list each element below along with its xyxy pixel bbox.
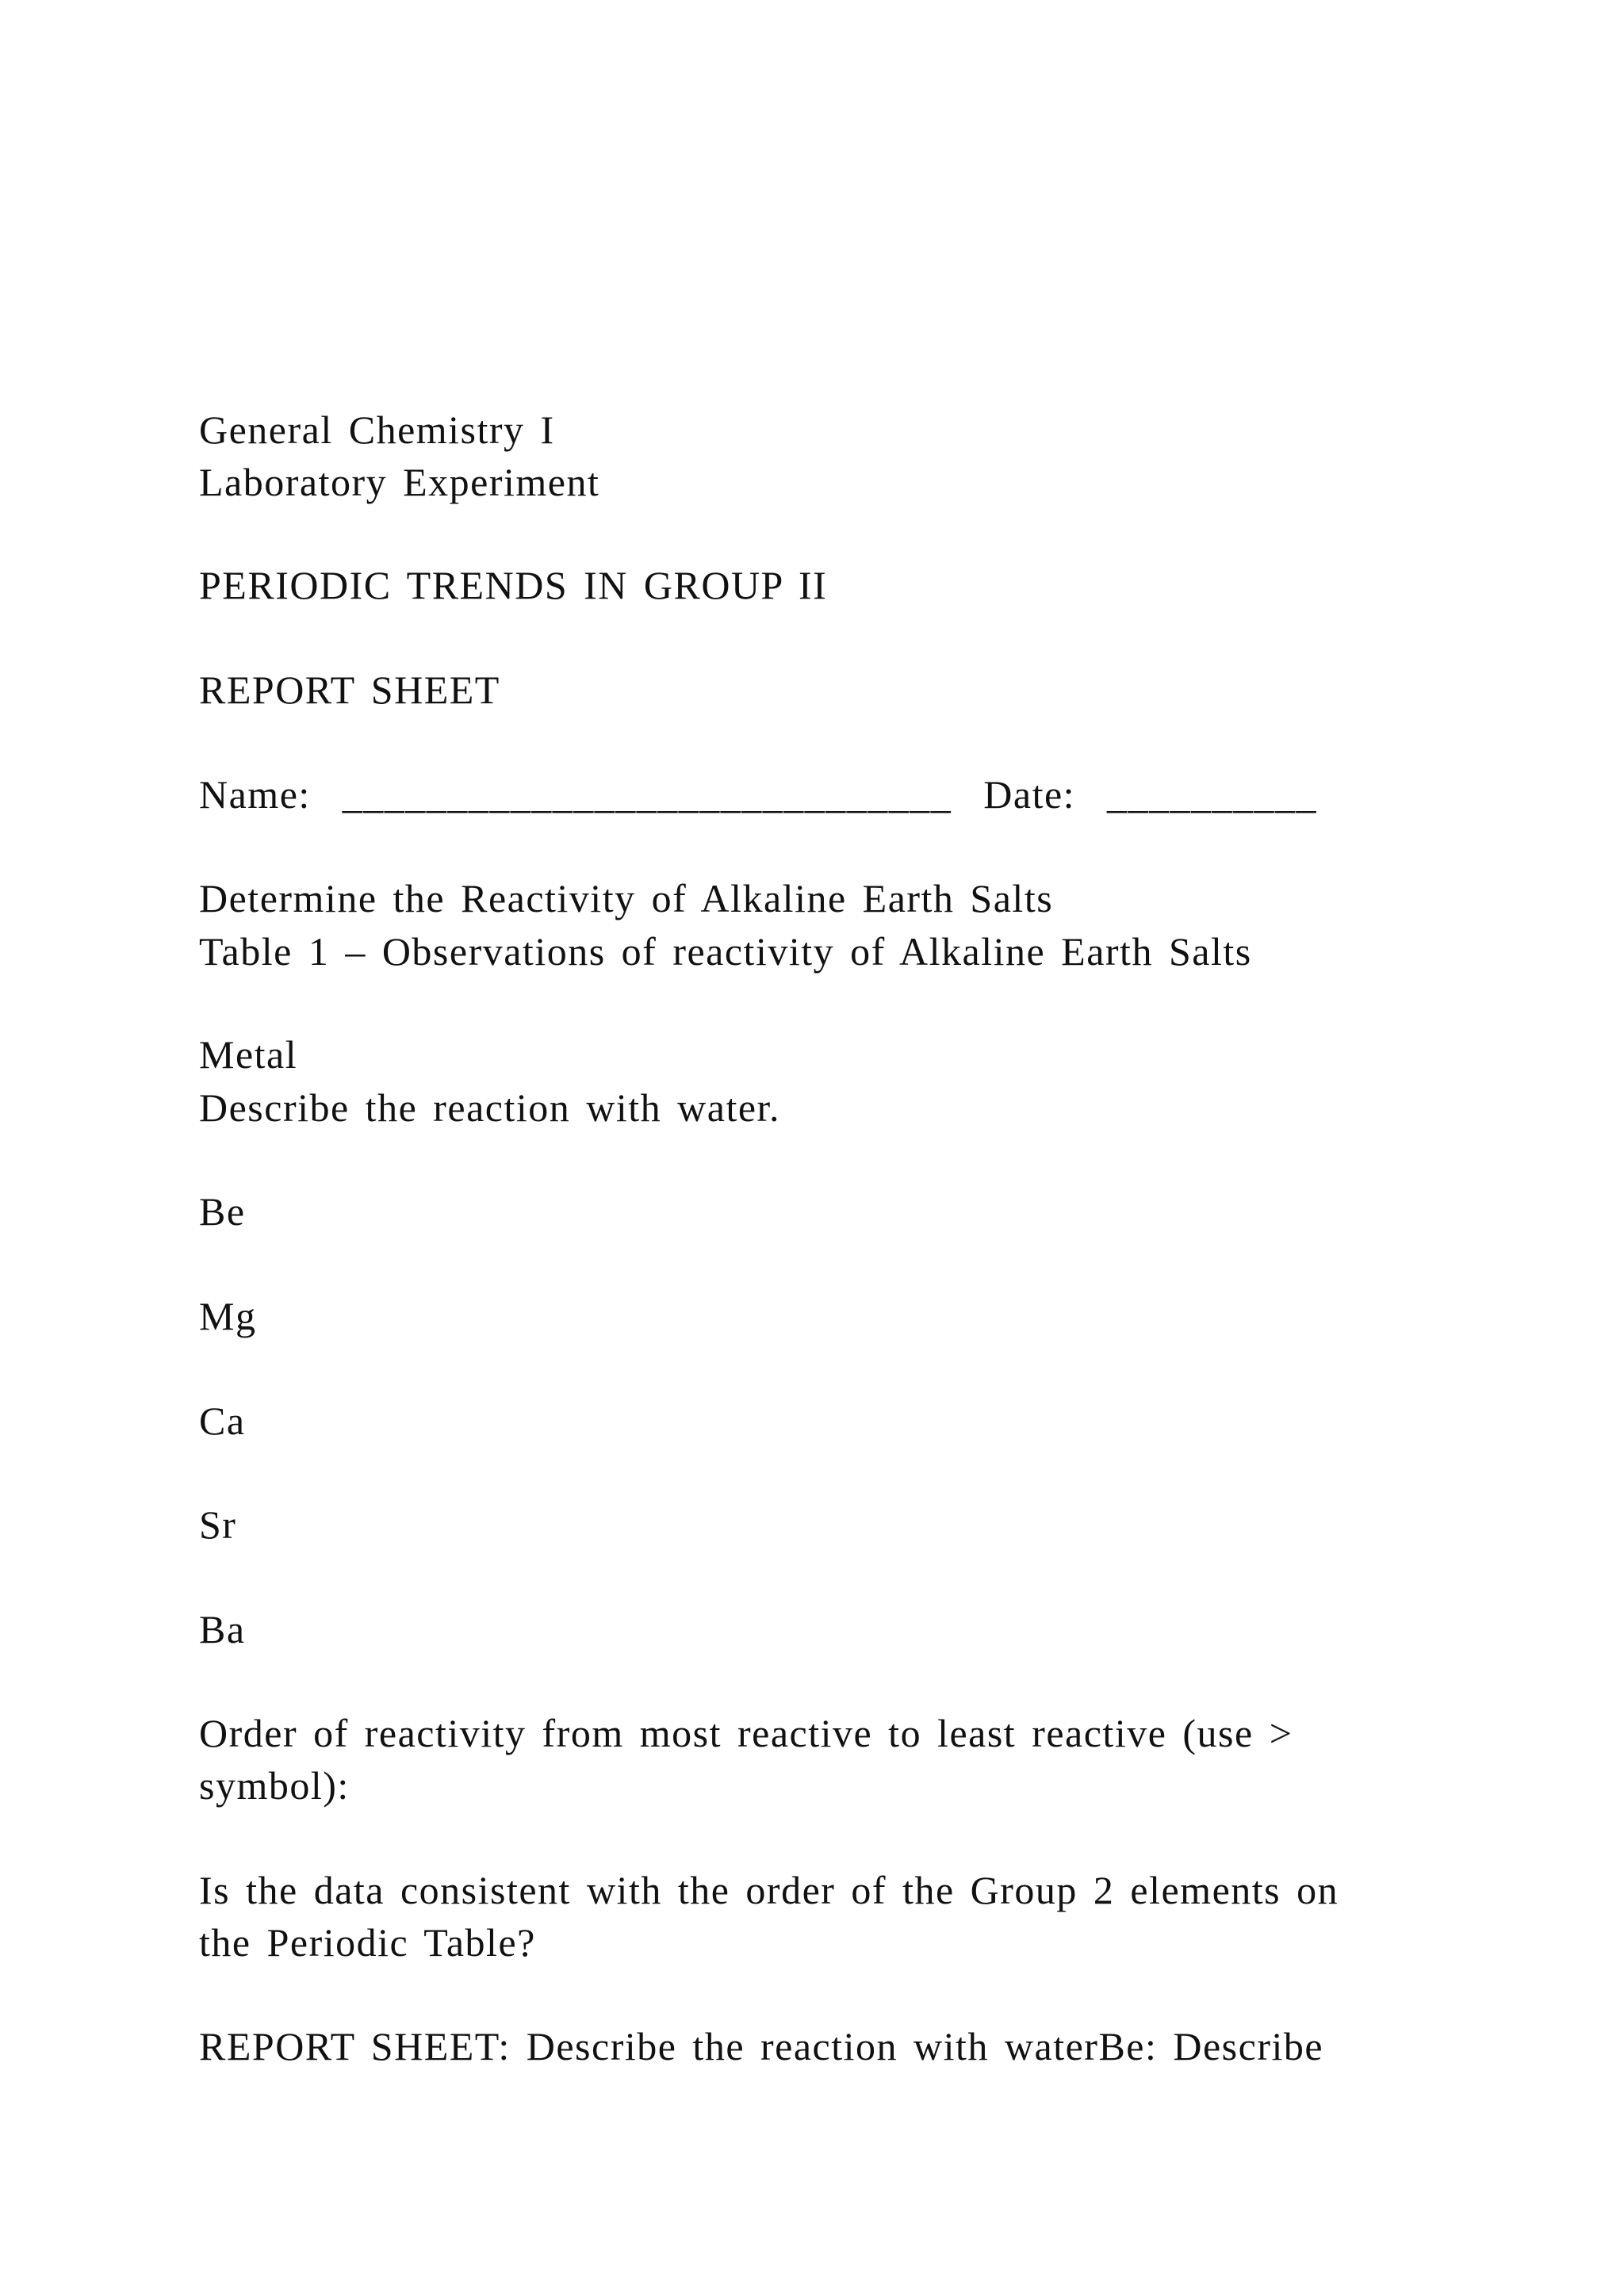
metal-row-sr: Sr <box>199 1502 237 1547</box>
table-caption: Table 1 – Observations of reactivity of Alkaline Earth Salts <box>199 929 1252 974</box>
report-heading: REPORT SHEET <box>199 668 500 712</box>
lab-type-label: Laboratory Experiment <box>199 460 600 504</box>
name-date-line: Name: _____________________________ Date: __________ <box>199 772 1318 817</box>
table-column-reaction: Describe the reaction with water. <box>199 1085 780 1130</box>
footer-report-line: REPORT SHEET: Describe the reaction with waterBe: Describe <box>199 2024 1324 2068</box>
table-column-metal: Metal <box>199 1032 298 1077</box>
consistency-question-line-2: the Periodic Table? <box>199 1920 536 1965</box>
experiment-title: PERIODIC TRENDS IN GROUP II <box>199 563 828 607</box>
metal-row-be: Be <box>199 1189 246 1234</box>
course-title: General Chemistry I <box>199 408 555 452</box>
order-question-line-2: symbol): <box>199 1763 350 1808</box>
metal-row-ca: Ca <box>199 1399 246 1443</box>
metal-row-mg: Mg <box>199 1294 257 1338</box>
section-title: Determine the Reactivity of Alkaline Earth Salts <box>199 876 1054 920</box>
order-question-line-1: Order of reactivity from most reactive to least reactive (use > <box>199 1711 1293 1755</box>
metal-row-ba: Ba <box>199 1607 246 1651</box>
consistency-question-line-1: Is the data consistent with the order of the Group 2 elements on <box>199 1868 1339 1912</box>
